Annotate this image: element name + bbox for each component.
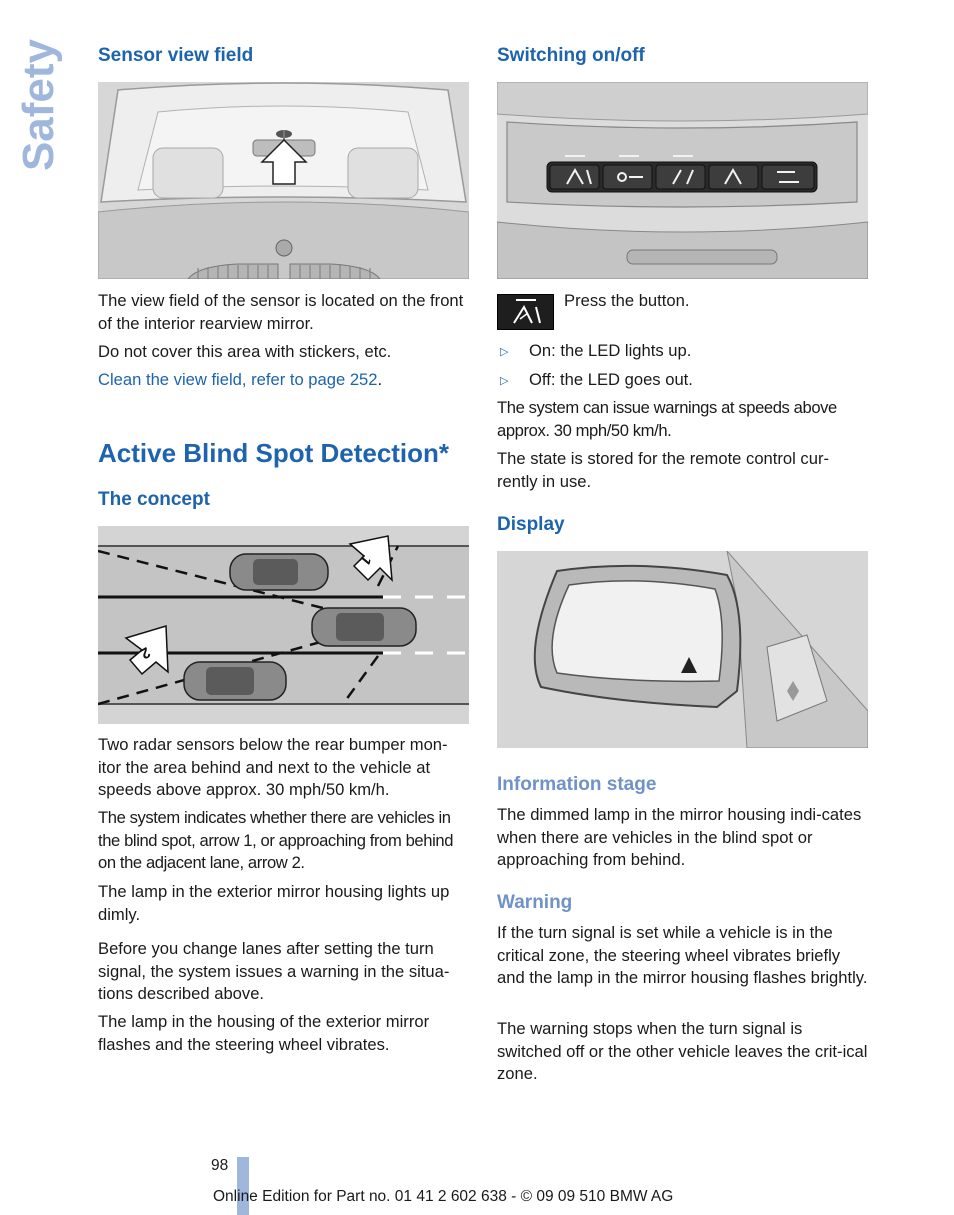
concept-text-5: The lamp in the housing of the exterior mirror flashes and the steering wheel vibrates. xyxy=(98,1012,430,1054)
section-side-tab-label: Safety xyxy=(14,38,64,172)
sensor-view-figure xyxy=(98,82,469,279)
edition-footer: Online Edition for Part no. 01 41 2 602 638 - © 09 09 510 BMW AG xyxy=(213,1188,674,1205)
concept-figure xyxy=(98,526,469,724)
sensor-text-3 xyxy=(98,369,470,392)
concept-heading: The concept xyxy=(98,489,210,510)
warning-heading: Warning xyxy=(497,892,573,913)
mirror-figure xyxy=(497,551,868,748)
press-button-text: Press the button. xyxy=(564,291,690,310)
main-heading: Active Blind Spot Detection* xyxy=(98,438,450,468)
warning-text-2: The warning stops when the turn signal is switched off or the other vehicle leaves the crit-ical zone. xyxy=(497,1019,868,1083)
sensor-text-2: Do not cover this area with stickers, etc. xyxy=(98,342,392,361)
clean-view-field-link[interactable]: Clean the view field, refer to page 252 xyxy=(98,370,378,389)
information-stage-heading: Information stage xyxy=(497,774,657,795)
blind-spot-diagram xyxy=(98,526,469,724)
arrow-label-2: 2 xyxy=(137,643,153,663)
concept-text-2: The system indicates whether there are vehicles in the blind spot, arrow 1, or approaching from behind on the adjacent lane, arrow 2. xyxy=(98,808,454,872)
exterior-mirror-illustration xyxy=(497,551,868,748)
information-stage-text: The dimmed lamp in the mirror housing indi-cates when there are vehicles in the blind spot or approaching from behind. xyxy=(497,805,862,869)
car-top xyxy=(230,554,328,590)
display-heading: Display xyxy=(497,514,565,535)
sensor-link-period: . xyxy=(377,370,383,389)
bullet-on-text: On: the LED lights up. xyxy=(529,341,692,360)
concept-text-1: Two radar sensors below the rear bumper mon-itor the area behind and next to the vehicle at speeds above approx. 30 mph/50 km/h. xyxy=(98,735,448,799)
bullet-off-text: Off: the LED goes out. xyxy=(529,370,693,389)
concept-text-4: Before you change lanes after setting the turn signal, the system issues a warning in the situa-tions described above. xyxy=(98,939,450,1003)
button-panel-illustration xyxy=(497,82,868,279)
switching-heading: Switching on/off xyxy=(497,45,645,66)
car-windshield-illustration xyxy=(98,82,469,279)
warning-text-1: If the turn signal is set while a vehicle is in the critical zone, the steering wheel vibrates briefly and the lamp in the mirror housing flashes brightly. xyxy=(497,923,868,987)
blind-spot-button-icon xyxy=(497,294,554,330)
bullet-triangle-icon: ▷ xyxy=(500,375,509,387)
bullet-on xyxy=(500,340,691,363)
bullet-off xyxy=(500,369,693,392)
arrow-label-1: 1 xyxy=(355,551,375,569)
switch-panel-figure xyxy=(497,82,868,279)
concept-text-3: The lamp in the exterior mirror housing lights up dimly. xyxy=(98,882,450,924)
bullet-triangle-icon: ▷ xyxy=(500,346,509,358)
sensor-text-1: The view field of the sensor is located on the front of the interior rearview mirror. xyxy=(98,291,464,333)
switch-text-1: The system can issue warnings at speeds above approx. 30 mph/50 km/h. xyxy=(497,398,837,440)
sensor-view-heading: Sensor view field xyxy=(98,45,254,66)
page-number: 98 xyxy=(211,1157,229,1174)
blind-spot-symbol xyxy=(498,295,553,329)
switch-text-2: The state is stored for the remote control cur-rently in use. xyxy=(497,449,830,491)
section-side-tab xyxy=(14,40,64,170)
footer-accent-bar xyxy=(237,1157,249,1215)
